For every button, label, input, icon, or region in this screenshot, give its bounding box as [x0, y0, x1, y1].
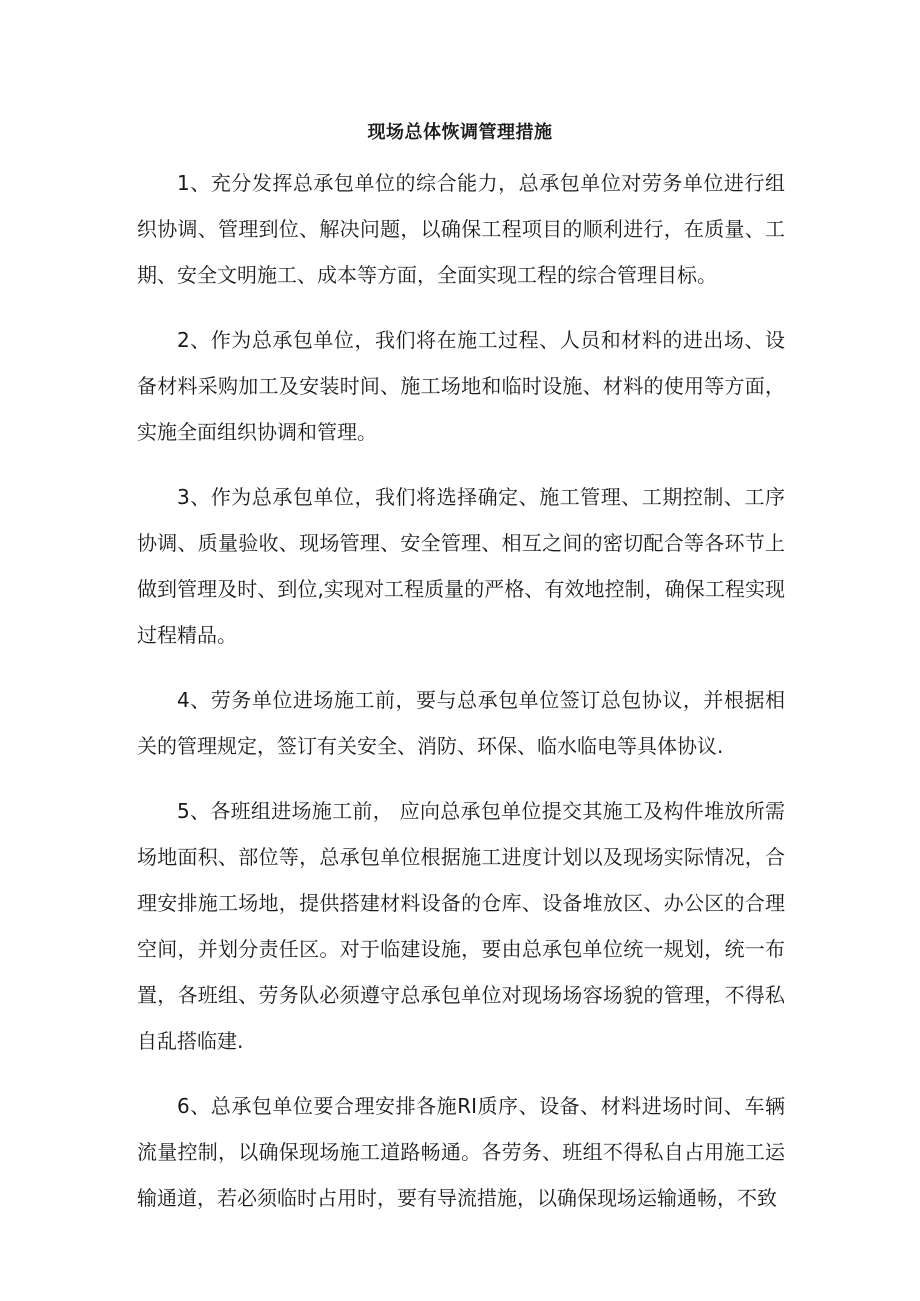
- paragraph-3: 3、作为总承包单位，我们将选择确定、施工管理、工期控制、工序协调、质量验收、现场管理、安全管理、相互之间的密切配合等各环节上做到管理及时、到位,实现对工程质量的严格、有效地控制，确保工程实现过程精品。: [137, 485, 785, 647]
- paragraph-4: 4、劳务单位进场施工前，要与总承包单位签订总包协议，并根据相关的管理规定，签订有关安全、消防、环保、临水临电等具体协议.: [137, 688, 785, 758]
- paragraph-1: 1、充分发挥总承包单位的综合能力，总承包单位对劳务单位进行组织协调、管理到位、解决问题，以确保工程项目的顺利进行，在质量、工期、安全文明施工、成本等方面，全面实现工程的综合管理目标。: [137, 171, 785, 287]
- paragraph-2: 2、作为总承包单位，我们将在施工过程、人员和材料的进出场、设备材料采购加工及安装时间、施工场地和临时设施、材料的使用等方面，实施全面组织协调和管理。: [137, 328, 785, 444]
- document-title: 现场总体恢调管理措施: [367, 122, 553, 143]
- paragraph-6: 6、总承包单位要合理安排各施RI质序、设备、材料进场时间、车辆流量控制，以确保现场施工道路畅通。各劳务、班组不得私自占用施工运输通道，若必须临时占用时，要有导流措施，以确保现场运输通畅，不致: [137, 1094, 785, 1210]
- paragraph-5: 5、各班组进场施工前， 应向总承包单位提交其施工及构件堆放所需场地面积、部位等，总承包单位根据施工进度计划以及现场实际情况，合理安排施工场地，提供搭建材料设备的仓库、设备堆放区、办公区的合理空间，并划分责任区。对于临建设施，要由总承包单位统一规划，统一布置，各班组、劳务队必须遵守总承包单位对现场场容场貌的管理，不得私自乱搭临建.: [137, 799, 785, 1053]
- document-body: [137, 160, 785, 1240]
